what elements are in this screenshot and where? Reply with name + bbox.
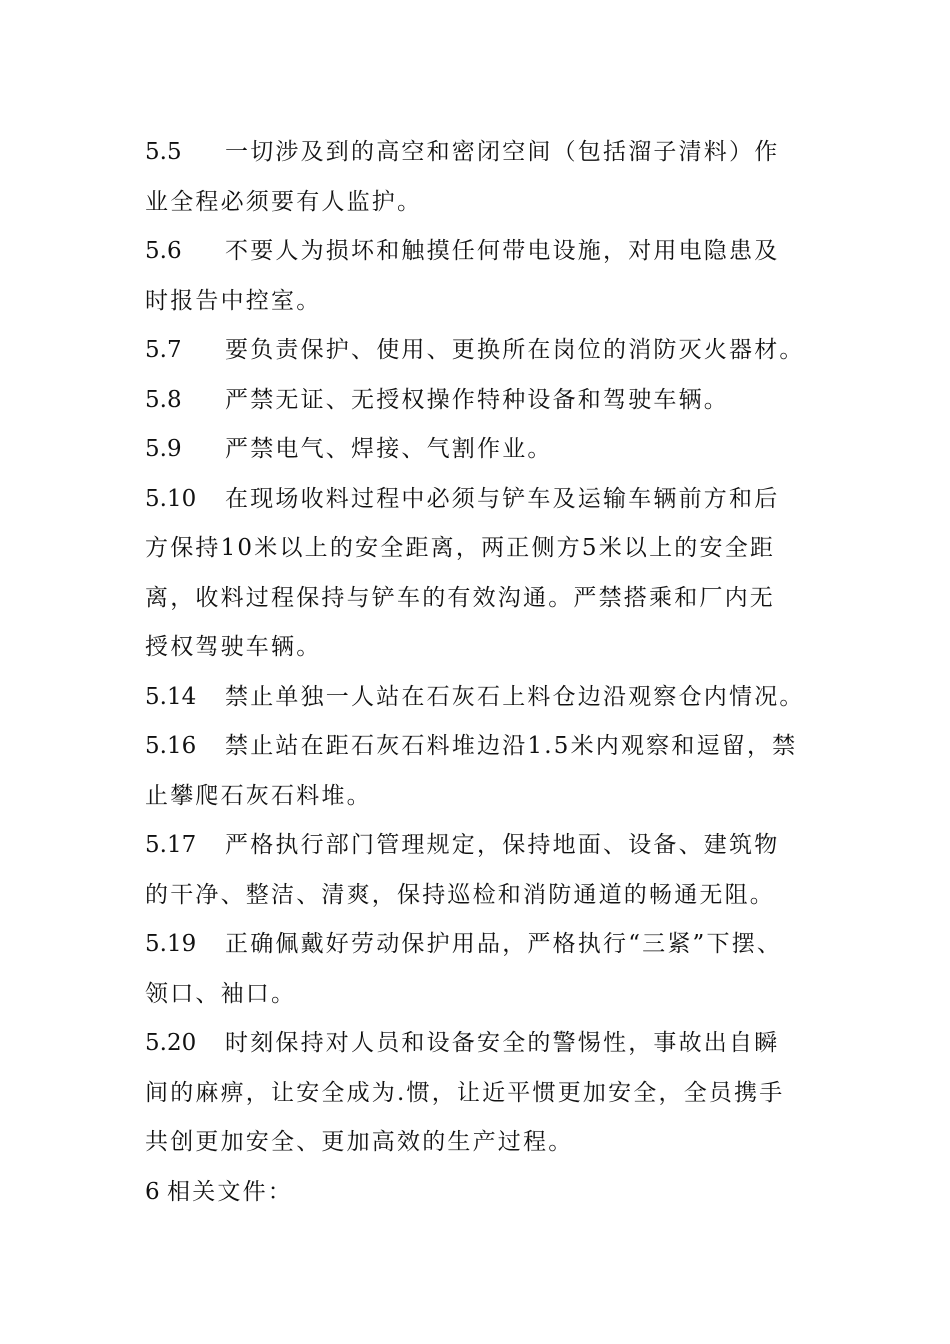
section-title: 相关文件：: [167, 1178, 293, 1205]
item-number: 5.17: [145, 832, 197, 858]
item-text: 要负责保护、使用、更换所在岗位的消防灭火器材。: [225, 337, 805, 363]
item-number: 5.10: [145, 485, 197, 512]
item-text: 严禁无证、无授权操作特种设备和驾驶车辆。: [225, 386, 729, 413]
item-text: 间的麻痹，让安全成为.惯，让近平惯更加安全，全员携手: [145, 1079, 785, 1106]
item-5-6-line-1: [145, 227, 825, 277]
item-text: 领口、袖口。: [145, 980, 297, 1007]
item-5-6-line-2: [145, 277, 825, 327]
item-5-17-line-2: [145, 871, 825, 921]
item-number: 5.7: [145, 337, 182, 363]
item-5-10-line-2: [145, 524, 825, 574]
item-5-10-line-1: [145, 475, 825, 525]
item-number: 5.19: [145, 931, 197, 957]
item-text: 离，收料过程保持与铲车的有效沟通。严禁搭乘和厂内无: [145, 584, 775, 611]
item-5-7-line-1: [145, 326, 825, 376]
item-text: 一切涉及到的高空和密闭空间（包括溜子清料）作: [225, 139, 780, 165]
item-text: 禁止站在距石灰石料堆边沿1.5米内观察和逗留，禁: [225, 733, 798, 759]
item-5-9-line-1: [145, 425, 825, 475]
item-5-10-line-3: [145, 574, 825, 624]
item-5-8-line-1: [145, 376, 825, 426]
item-number: 5.5: [145, 139, 182, 165]
item-5-19-line-1: [145, 920, 825, 970]
item-text: 业全程必须要有人监护。: [145, 188, 423, 215]
item-5-17-line-1: [145, 821, 825, 871]
item-text: 授权驾驶车辆。: [145, 634, 322, 660]
item-text: 止攀爬石灰石料堆。: [145, 782, 372, 809]
item-5-14-line-1: [145, 673, 825, 723]
item-number: 5.8: [145, 386, 182, 413]
item-5-20-line-3: [145, 1118, 825, 1168]
item-5-20-line-2: [145, 1069, 825, 1119]
item-5-19-line-2: [145, 970, 825, 1020]
section-number: 6: [145, 1178, 160, 1205]
section-6-heading: [145, 1168, 825, 1218]
item-text: 时刻保持对人员和设备安全的警惕性，事故出自瞬: [225, 1030, 780, 1056]
item-text: 时报告中控室。: [145, 287, 322, 314]
item-text: 不要人为损坏和触摸任何带电设施，对用电隐患及: [225, 238, 780, 264]
item-number: 5.20: [145, 1030, 197, 1056]
item-5-16-line-2: [145, 772, 825, 822]
document-body: [145, 128, 825, 1217]
item-number: 5.6: [145, 238, 182, 264]
item-number: 5.14: [145, 683, 197, 710]
item-number: 5.9: [145, 436, 182, 462]
item-number: 5.16: [145, 733, 197, 759]
item-text: 在现场收料过程中必须与铲车及运输车辆前方和后: [225, 485, 780, 512]
item-text: 严格执行部门管理规定，保持地面、设备、建筑物: [225, 832, 780, 858]
item-text: 正确佩戴好劳动保护用品，严格执行“三紧”下摆、: [225, 931, 783, 957]
item-5-16-line-1: [145, 722, 825, 772]
item-text: 禁止单独一人站在石灰石上料仓边沿观察仓内情况。: [225, 683, 805, 710]
item-text: 方保持10米以上的安全距离，两正侧方5米以上的安全距: [145, 535, 776, 561]
item-5-5-line-1: [145, 128, 825, 178]
item-text: 的干净、整洁、清爽，保持巡检和消防通道的畅通无阻。: [145, 881, 775, 908]
item-5-10-line-4: [145, 623, 825, 673]
item-text: 严禁电气、焊接、气割作业。: [225, 436, 553, 462]
item-text: 共创更加安全、更加高效的生产过程。: [145, 1129, 574, 1155]
item-5-20-line-1: [145, 1019, 825, 1069]
item-5-5-line-2: [145, 178, 825, 228]
